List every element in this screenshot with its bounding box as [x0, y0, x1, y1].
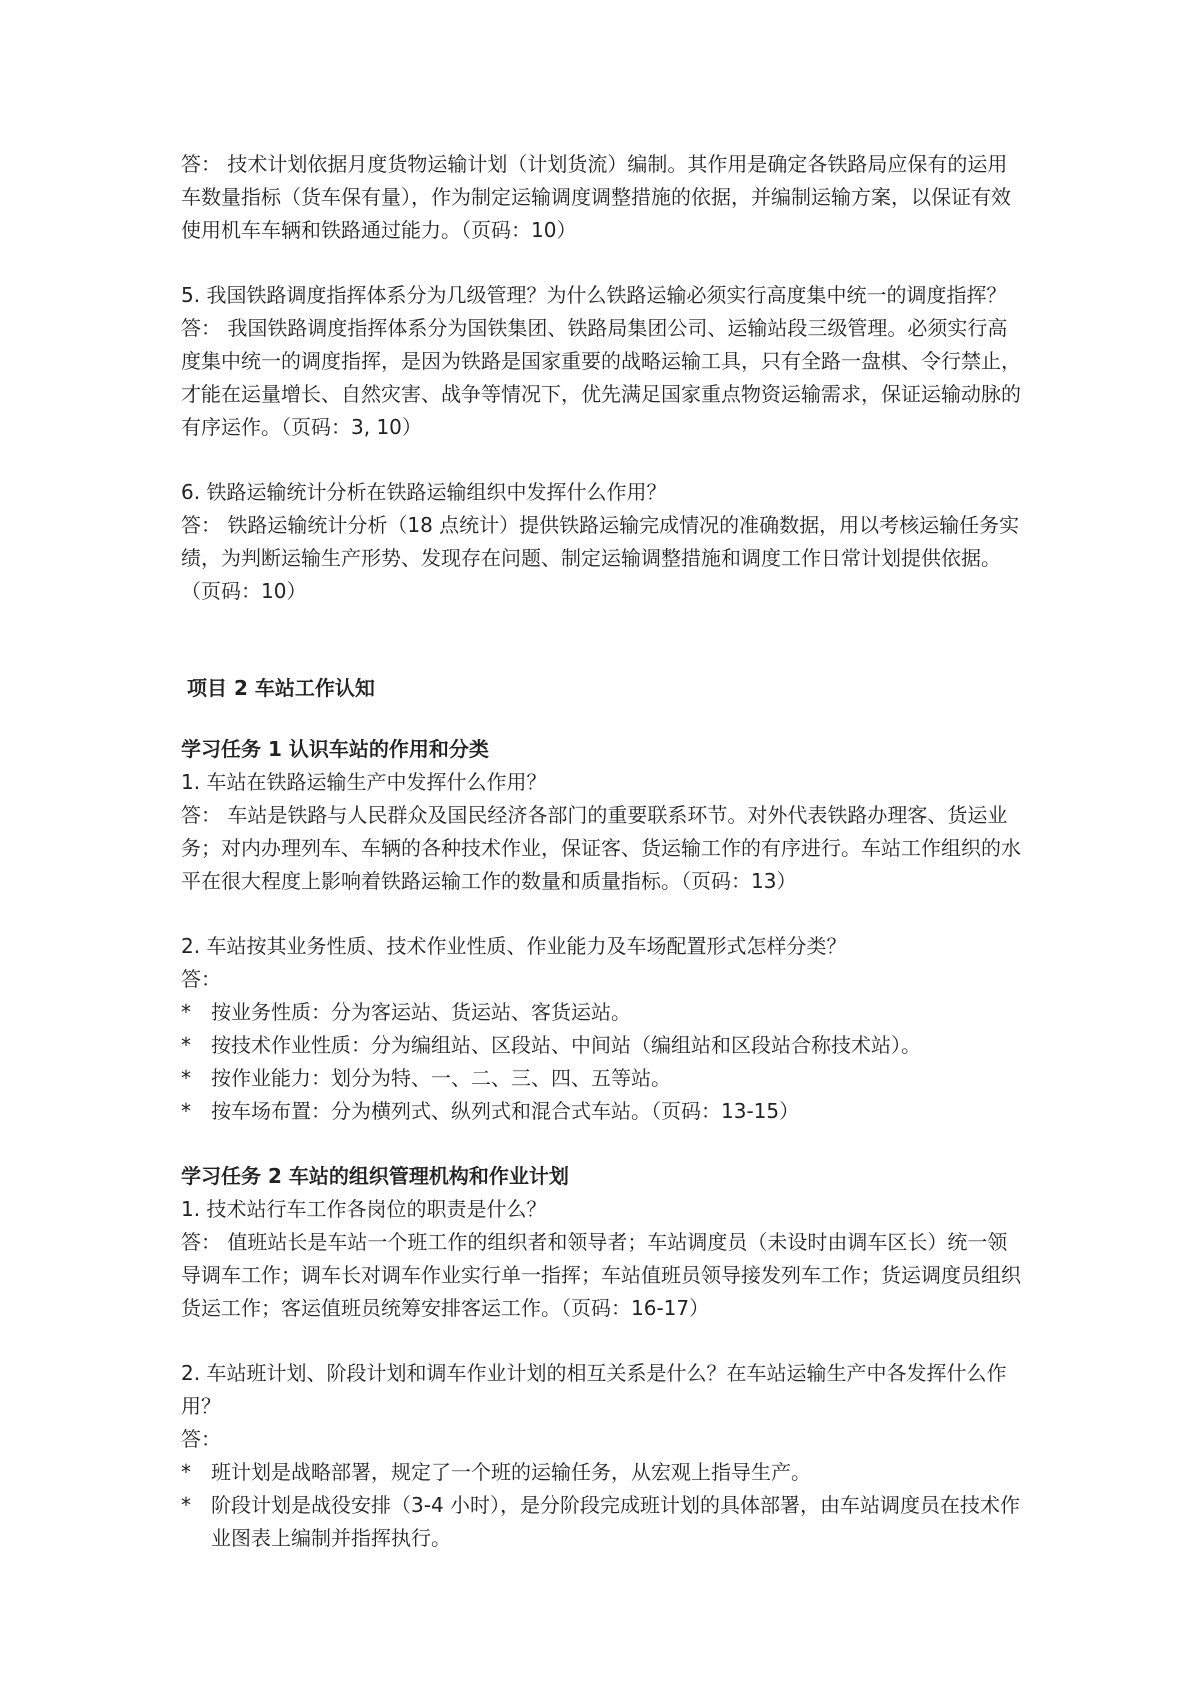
project-title: 项目 2 车站工作认知 — [187, 676, 375, 700]
spacer — [181, 444, 1021, 476]
answer-text: 答： 我国铁路调度指挥体系分为国铁集团、铁路局集团公司、运输站段三级管理。必须实行高度集中统一的调度指挥，是因为铁路是国家重要的战略运输工具，只有全路一盘棋、令行禁止，才能在运量增长、自然灾害、战争等情况下，优先满足国家重点物资运输需求，保证运输动脉的有序运作。（页码：3, 10） — [181, 316, 1021, 439]
bullet-text: 按作业能力：划分为特、一、二、三、四、五等站。 — [211, 1066, 671, 1090]
bullet-item — [181, 996, 1021, 1029]
bullet-item — [181, 1456, 1021, 1489]
bullet-item — [181, 1029, 1021, 1062]
spacer — [181, 247, 1021, 279]
bullet-item — [181, 1095, 1021, 1128]
bullet-marker: * — [181, 1066, 191, 1090]
question-text: 1. 车站在铁路运输生产中发挥什么作用？ — [181, 770, 547, 794]
answer-label: 答： — [181, 967, 221, 991]
answer-text: 答： 技术计划依据月度货物运输计划（计划货流）编制。其作用是确定各铁路局应保有的运用车数量指标（货车保有量），作为制定运输调度调整措施的依据，并编制运输方案，以保证有效使用机车车辆和铁路通过能力。（页码：10） — [181, 152, 1011, 242]
bullet-text: 按技术作业性质：分为编组站、区段站、中间站（编组站和区段站合称技术站）。 — [211, 1033, 921, 1057]
document-content — [181, 148, 1021, 1555]
spacer — [181, 1325, 1021, 1357]
spacer — [181, 705, 1021, 733]
bullet-text: 班计划是战略部署，规定了一个班的运输任务，从宏观上指导生产。 — [211, 1460, 811, 1484]
bullet-text: 按业务性质：分为客运站、货运站、客货运站。 — [211, 1000, 631, 1024]
question-text: 6. 铁路运输统计分析在铁路运输组织中发挥什么作用？ — [181, 480, 667, 504]
question-text: 5. 我国铁路调度指挥体系分为几级管理？为什么铁路运输必须实行高度集中统一的调度指挥？ — [181, 283, 1007, 307]
bullet-item — [181, 1489, 1021, 1555]
question-text: 1. 技术站行车工作各岗位的职责是什么？ — [181, 1197, 547, 1221]
spacer — [181, 1128, 1021, 1160]
bullet-text: 阶段计划是战役安排（3-4 小时），是分阶段完成班计划的具体部署，由车站调度员在技术作业图表上编制并指挥执行。 — [211, 1493, 1021, 1550]
task-title: 学习任务 2 车站的组织管理机构和作业计划 — [181, 1164, 569, 1188]
bullet-marker: * — [181, 1000, 191, 1024]
bullet-marker: * — [181, 1033, 191, 1057]
spacer — [181, 608, 1021, 672]
bullet-marker: * — [181, 1099, 191, 1123]
answer-label: 答： — [181, 1427, 221, 1451]
answer-text: 答： 值班站长是车站一个班工作的组织者和领导者；车站调度员（未设时由调车区长）统一领导调车工作；调车长对调车作业实行单一指挥；车站值班员领导接发列车工作；货运调度员组织货运工作；客运值班员统筹安排客运工作。（页码：16-17） — [181, 1230, 1021, 1320]
bullet-text: 按车场布置：分为横列式、纵列式和混合式车站。（页码：13-15） — [211, 1099, 800, 1123]
answer-text: 答： 车站是铁路与人民群众及国民经济各部门的重要联系环节。对外代表铁路办理客、货运业务；对内办理列车、车辆的各种技术作业，保证客、货运输工作的有序进行。车站工作组织的水平在很大程度上影响着铁路运输工作的数量和质量指标。（页码：13） — [181, 803, 1021, 893]
question-text: 2. 车站班计划、阶段计划和调车作业计划的相互关系是什么？在车站运输生产中各发挥什么作用？ — [181, 1361, 1007, 1418]
bullet-marker: * — [181, 1493, 191, 1517]
bullet-marker: * — [181, 1460, 191, 1484]
question-text: 2. 车站按其业务性质、技术作业性质、作业能力及车场配置形式怎样分类？ — [181, 934, 847, 958]
bullet-item — [181, 1062, 1021, 1095]
task-title: 学习任务 1 认识车站的作用和分类 — [181, 737, 489, 761]
answer-text: 答： 铁路运输统计分析（18 点统计）提供铁路运输完成情况的准确数据，用以考核运输任务实绩，为判断运输生产形势、发现存在问题、制定运输调整措施和调度工作日常计划提供依据。（页码：10） — [181, 513, 1020, 603]
spacer — [181, 898, 1021, 930]
